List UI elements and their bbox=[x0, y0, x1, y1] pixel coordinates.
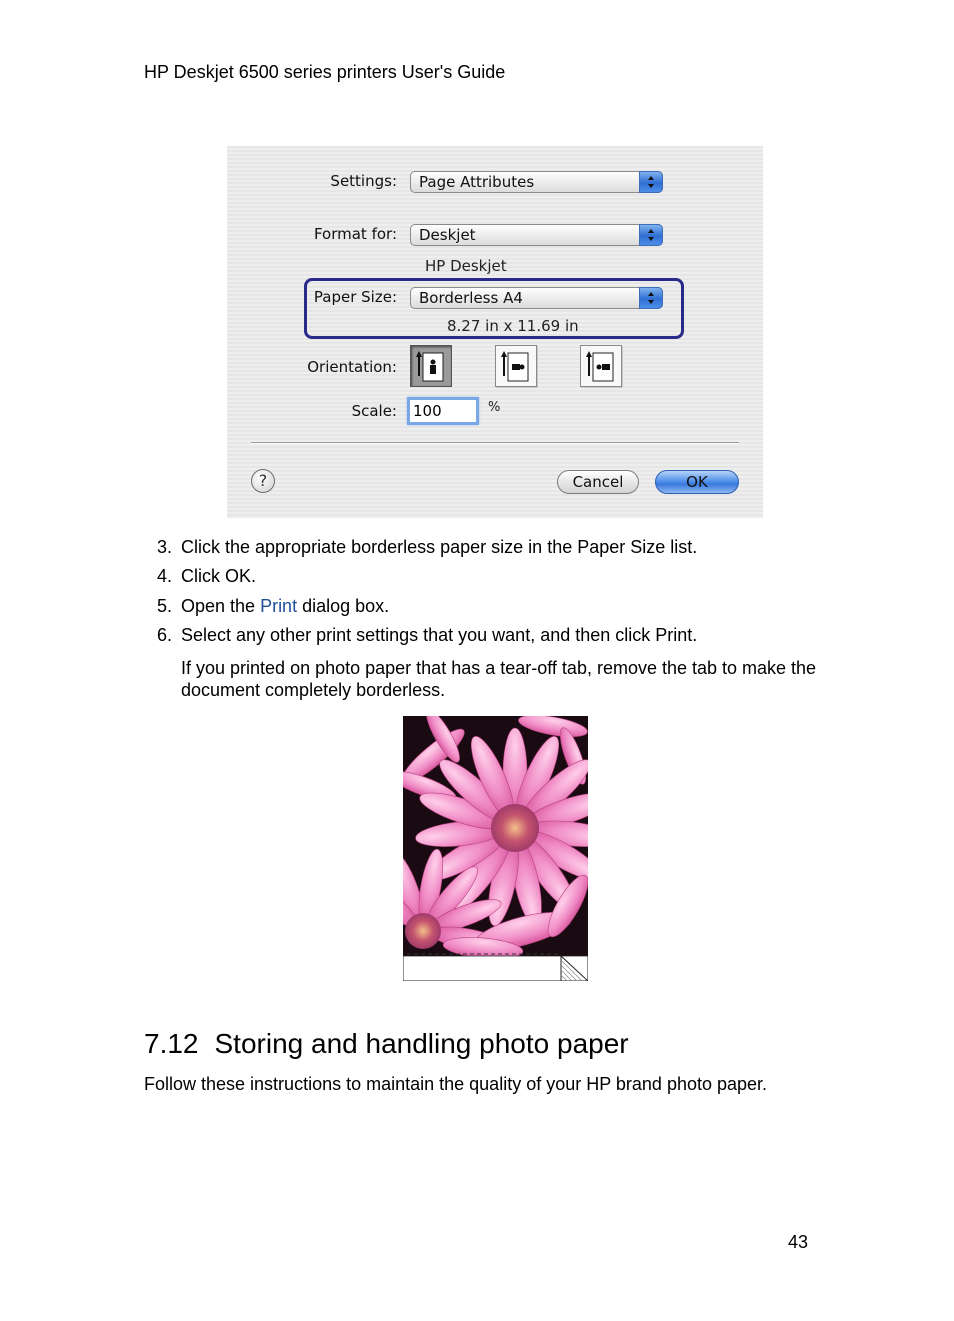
step-text-part: dialog box. bbox=[297, 595, 390, 616]
step-item bbox=[144, 594, 824, 623]
page-number: 43 bbox=[788, 1232, 809, 1252]
step-item bbox=[144, 564, 824, 593]
ok-button[interactable]: OK bbox=[655, 470, 739, 494]
step-text-part: Select any other print settings that you want, and then click bbox=[181, 624, 656, 645]
step-number: 3. bbox=[157, 537, 173, 557]
step-text bbox=[181, 594, 389, 618]
step-text-part: Open the bbox=[181, 595, 261, 616]
step-text bbox=[181, 564, 256, 588]
borderless-photo-illustration bbox=[403, 716, 588, 981]
orientation-reverse-landscape-button[interactable] bbox=[580, 345, 622, 387]
help-icon: ? bbox=[258, 471, 268, 490]
popup-arrows-icon bbox=[639, 224, 663, 246]
print-dialog-link[interactable]: Print bbox=[260, 595, 298, 616]
page-setup-dialog bbox=[227, 146, 763, 518]
format-for-value: Deskjet bbox=[419, 226, 476, 244]
settings-label: Settings: bbox=[330, 172, 397, 190]
running-header: HP Deskjet 6500 series printers User's Guide bbox=[144, 62, 506, 82]
orientation-landscape-button[interactable] bbox=[495, 345, 537, 387]
step-number: 4. bbox=[157, 566, 173, 587]
dialog-separator bbox=[251, 442, 739, 444]
step-number: 6. bbox=[157, 624, 173, 645]
step-text-part: Click the appropriate borderless paper size in the bbox=[181, 537, 578, 557]
reverse-landscape-icon bbox=[581, 346, 623, 388]
instruction-steps bbox=[144, 535, 824, 652]
ui-term: OK bbox=[225, 566, 252, 587]
format-for-label: Format for: bbox=[313, 225, 397, 243]
step-number: 5. bbox=[157, 595, 173, 616]
cancel-button[interactable]: Cancel bbox=[557, 470, 639, 494]
paper-size-label: Paper Size: bbox=[313, 288, 397, 306]
popup-arrows-icon bbox=[639, 287, 663, 309]
step-text bbox=[181, 535, 697, 559]
ui-term: Paper Size bbox=[577, 537, 666, 557]
step-item bbox=[144, 623, 824, 652]
scale-unit: % bbox=[488, 400, 501, 415]
step-text-part: . bbox=[692, 624, 698, 645]
section-intro: Follow these instructions to maintain the quality of your HP brand photo paper. bbox=[144, 1074, 768, 1094]
popup-arrows-icon bbox=[639, 171, 663, 193]
paper-dimensions-text: 8.27 in x 11.69 in bbox=[447, 317, 579, 335]
orientation-label: Orientation: bbox=[307, 358, 397, 376]
scale-input[interactable]: 100 bbox=[407, 397, 479, 425]
ui-term: Print bbox=[655, 624, 693, 645]
step-text-part: . bbox=[251, 566, 257, 587]
step-text-part: list. bbox=[665, 537, 698, 557]
orientation-portrait-button[interactable] bbox=[410, 345, 452, 387]
format-for-popup[interactable] bbox=[410, 224, 663, 246]
paper-size-popup[interactable] bbox=[410, 287, 663, 309]
section-title: Storing and handling photo paper bbox=[214, 1028, 629, 1059]
section-heading bbox=[144, 1028, 629, 1060]
step-text-part: Click bbox=[181, 566, 225, 587]
settings-popup[interactable] bbox=[410, 171, 663, 193]
step-item bbox=[144, 535, 824, 564]
help-button[interactable] bbox=[251, 469, 275, 493]
scale-label: Scale: bbox=[351, 402, 397, 420]
settings-value: Page Attributes bbox=[419, 173, 535, 191]
paper-size-value: Borderless A4 bbox=[419, 289, 523, 307]
section-number: 7.12 bbox=[144, 1028, 199, 1059]
portrait-icon bbox=[411, 346, 453, 388]
tear-off-note: If you printed on photo paper that has a tear-off tab, remove the tab to make the document completely borderless. bbox=[181, 658, 817, 700]
step-text bbox=[181, 623, 697, 647]
landscape-icon bbox=[496, 346, 538, 388]
printer-model-text: HP Deskjet bbox=[425, 257, 507, 275]
